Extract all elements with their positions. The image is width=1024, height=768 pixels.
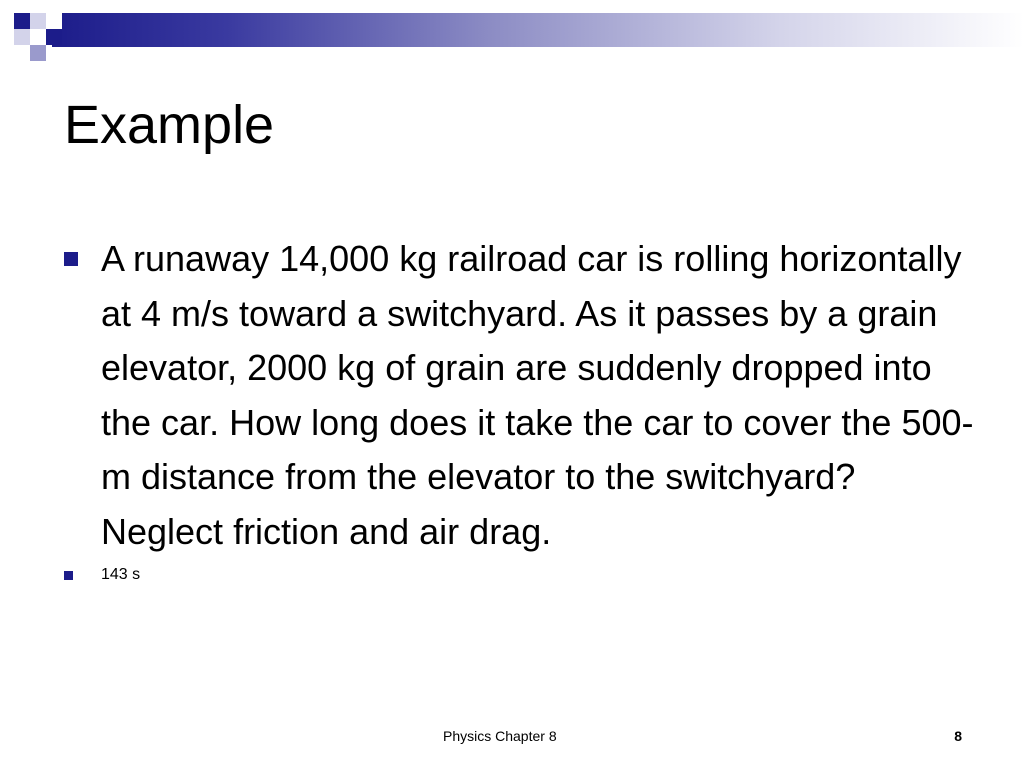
decor-square: [30, 45, 46, 61]
bullet-text-problem: A runaway 14,000 kg railroad car is rolling horizontally at 4 m/s toward a switchyard. As it passes by a grain elevator, 2000 kg of grain are suddenly dropped into the car. How long does it take the car to cover the 500-m distance from the elevator to the switchyard? Neglect friction and air drag.: [101, 238, 974, 552]
bullet-text-answer: 143 s: [101, 566, 141, 583]
bullet-item-answer: [64, 565, 974, 585]
decor-square: [52, 13, 62, 29]
square-bullet-icon: [64, 252, 78, 266]
page-number: 8: [954, 728, 962, 744]
square-bullet-icon: [64, 571, 73, 580]
decor-square: [62, 0, 78, 13]
bullet-item-problem: [64, 232, 974, 559]
decor-square: [14, 29, 30, 45]
decor-square: [30, 13, 46, 29]
bullet-list: [64, 232, 974, 585]
decor-square: [46, 29, 62, 45]
decor-square: [14, 13, 30, 29]
footer-label: Physics Chapter 8: [443, 728, 557, 744]
decor-square: [30, 29, 46, 45]
slide-title: Example: [64, 95, 275, 155]
gradient-header-bar: [52, 13, 1024, 47]
